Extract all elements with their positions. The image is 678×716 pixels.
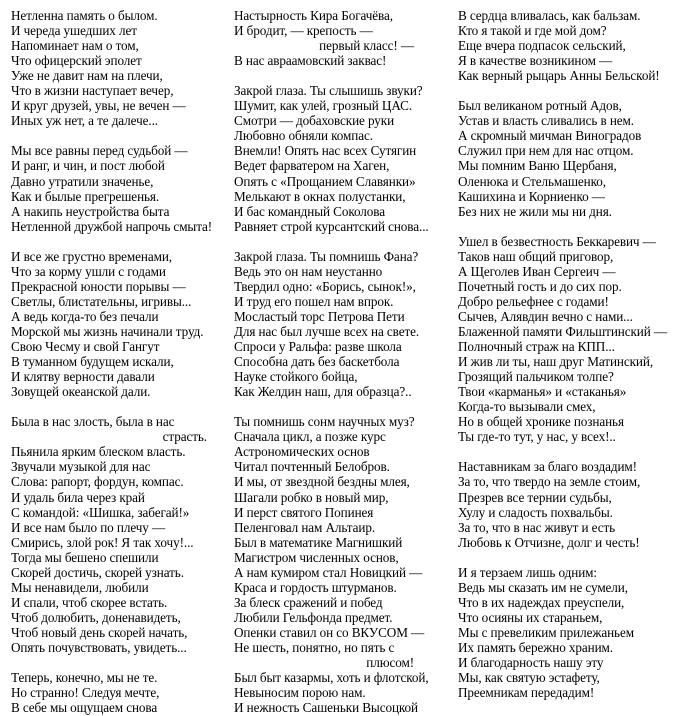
stanza-gap [458, 550, 672, 565]
stanza-gap [234, 234, 430, 249]
stanza-gap [234, 68, 430, 83]
poem-line: Что в их надеждах преуспели, [458, 594, 625, 610]
poem-line: Прекрасной юности порывы — [11, 278, 186, 294]
poem-line: И труд его пошел нам впрок. [234, 293, 394, 309]
stanza-gap [458, 83, 672, 98]
poem-line: Мелькают в окнах полустанки, [234, 188, 406, 204]
poem-line: Скорей достичь, скорей узнать. [11, 564, 184, 580]
poem-line: первый класс! — [319, 38, 414, 54]
poem-line: Блаженной памяти Фильштинский — [458, 323, 667, 339]
poem-line: Мы все равны перед судьбой — [11, 143, 188, 159]
poem-line: Давно утратили значенье, [11, 173, 154, 189]
poem-line: Астрономических основ [234, 444, 370, 460]
poem-line: Ушел в безвестность Беккаревич — [458, 233, 656, 249]
poem-line: Равняет строй курсантский снова... [234, 218, 429, 234]
poem-line: Как и былые прегрешенья. [11, 188, 160, 204]
poem-line: Опенки ставил он со ВКУСОМ — [234, 624, 425, 640]
poem-line: Уже не давит нам на плечи, [11, 68, 163, 84]
poem-line: В туманном будущем искали, [11, 354, 174, 370]
poem-line: Презрев все тернии судьбы, [458, 489, 612, 505]
stanza-gap [234, 399, 430, 414]
poem-line: Свою Чесму и свой Гангут [11, 339, 160, 355]
poem-line: Был великаном ротный Адов, [458, 98, 622, 114]
poem-line: И бас командный Соколова [234, 203, 385, 219]
poem-line: Был быт казармы, хоть и флотской, [234, 670, 429, 686]
poem-line: Был в математике Магнишкий [234, 534, 403, 550]
poem-line: Читал почтенный Белобров. [234, 459, 390, 475]
poem-line: Любовно обняли компас. [234, 128, 373, 144]
poem-line: Грозящий пальчиком толпе? [458, 369, 614, 385]
poem-line: Шагали робко в новый мир, [234, 489, 389, 505]
poem-line: Тогда мы бешено спешили [11, 549, 159, 565]
poem-line: Морской мы жизнь начинали труд. [11, 323, 204, 339]
poem-line: Настырность Кира Богачёва, [234, 8, 393, 23]
poem-line: Зовущей океанской дали. [11, 384, 151, 400]
poem-line: И круг друзей, увы, не вечен — [11, 98, 186, 114]
poem-line: Чтоб новый день скорей начать, [11, 624, 188, 640]
stanza-gap [458, 219, 672, 234]
poem-line: Спроси у Ральфа: разве школа [234, 339, 402, 355]
poem-line: Преемникам передадим! [458, 685, 595, 701]
poem-line: Опять с «Прощанием Славянки» [234, 173, 416, 189]
poem-line: И ранг, и чин, и пост любой [11, 158, 165, 174]
poem-line: Полночный страж на КПП... [458, 339, 615, 355]
poem-line: Пеленговал нам Альтаир. [234, 519, 376, 535]
poem-line: Магистром численных основ, [234, 549, 399, 565]
poem-column-1 [11, 8, 223, 715]
poem-line: Ведет фарватером на Хаген, [234, 158, 390, 174]
poem-line: Науке стойкого бойца, [234, 369, 358, 385]
poem-line: За блеск сражений и побед [234, 594, 383, 610]
poem-line: Слова: рапорт, фордун, компас. [11, 474, 184, 490]
poem-line: Но странно! Следуя мечте, [11, 685, 160, 701]
poem-line: И все нам было по плечу — [11, 519, 166, 535]
poem-line: Закрой глаза. Ты помнишь Фана? [234, 248, 419, 264]
poem-line: Их память бережно храним. [458, 639, 614, 655]
poem-line: Ведь это он нам неустанно [234, 263, 383, 279]
poem-line: За то, что твердо на земле стоим, [458, 474, 641, 490]
poem-column-3 [458, 8, 672, 700]
poem-column-2 [234, 8, 430, 715]
poem-line: А нам кумиром стал Новицкий — [234, 564, 423, 580]
poem-line: И благодарность нашу эту [458, 655, 604, 671]
poem-line: Что офицерский эполет [11, 53, 142, 69]
poem-line: Кашихина и Корниенко — [458, 188, 605, 204]
poem-line: И перст святого Попинея [234, 504, 374, 520]
poem-line: Мосластый торс Петрова Пети [234, 308, 405, 324]
poem-line: И череда ушедших лет [11, 23, 137, 39]
stanza-gap [11, 234, 223, 249]
poem-line: Внемли! Опять нас всех Сутягин [234, 143, 417, 159]
poem-line: Звучали музыкой для нас [11, 459, 151, 475]
poem-line: Ты помнишь сонм научных муз? [234, 414, 415, 430]
poem-line: А ведь когда-то без печали [11, 308, 159, 324]
poem-line: Чтоб долюбить, доненавидеть, [11, 609, 181, 625]
poem-line: Что осияны их стараньем, [458, 609, 603, 625]
poem-line: Почетный гость и до сих пор. [458, 278, 622, 294]
poem-line: Нетленна память о былом. [11, 8, 158, 23]
poem-line: Но в общей хронике познанья [458, 414, 624, 430]
poem-line: Закрой глаза. Ты слышишь звуки? [234, 83, 423, 99]
poem-line: Мы ненавидели, любили [11, 579, 149, 595]
poem-line: Наставникам за благо воздадим! [458, 459, 637, 475]
poem-line: Как верный рыцарь Анны Бельской! [458, 68, 660, 84]
poem-line: Служил при нем для нас отцом. [458, 143, 634, 159]
poem-line: Оленюка и Стельмашенко, [458, 173, 606, 189]
poem-line: И клятву верности давали [11, 369, 155, 385]
stanza-gap [11, 655, 223, 670]
poem-line: И жив ли ты, наш друг Матинский, [458, 354, 654, 370]
poem-line: Сначала цикл, а позже курс [234, 429, 386, 445]
poem-line: Шумит, как улей, грозный ЦАС. [234, 98, 413, 114]
poem-line: И все же грустно временами, [11, 248, 172, 264]
poem-line: Еще вчера подпасок сельский, [458, 38, 626, 54]
poem-line: Смотри — добаховские руки [234, 113, 395, 129]
poem-line: Смирись, злой рок! Я так хочу!... [11, 534, 194, 550]
stanza-gap [458, 444, 672, 459]
poem-line: Для нас был лучше всех на свете. [234, 323, 420, 339]
poem-line: Напоминает нам о том, [11, 38, 139, 54]
poem-line: Что за корму ушли с годами [11, 263, 166, 279]
poem-line: А скромный мичман Виноградов [458, 128, 642, 144]
poem-line: Когда-то вызывали смех, [458, 399, 596, 415]
poem-line: Сычев, Алявдин вечно с нами... [458, 308, 633, 324]
poem-line: Таков наш общий приговор, [458, 248, 614, 264]
poem-line: И бродит, — крепость — [234, 23, 373, 39]
poem-line: А накипь неустройства быта [11, 203, 170, 219]
poem-line: Любовь к Отчизне, долг и честь! [458, 534, 640, 550]
poem-line: Пьянила ярким блеском власть. [11, 444, 186, 460]
poem-line: Нетленной дружбой напрочь смыта! [11, 218, 213, 234]
poem-line: А Щеголев Иван Сергеич — [458, 263, 616, 279]
poem-line: Не шесть, понятно, но пять с [234, 639, 395, 655]
poem-line: страсть. [162, 429, 207, 445]
poem-line: Ты где-то тут, у нас, у всех!.. [458, 429, 616, 445]
poem-line: В сердца вливалась, как бальзам. [458, 8, 641, 23]
poem-line: Как Желдин наш, для образца?.. [234, 384, 412, 400]
poem-line: Краса и гордость штурманов. [234, 579, 397, 595]
poem-line: Способна дать без баскетбола [234, 354, 400, 370]
poem-line: Мы, как святую эстафету, [458, 670, 600, 686]
poem-line: Иных уж нет, а те далече... [11, 113, 158, 129]
poem-line: Без них не жили мы ни дня. [458, 203, 612, 219]
poem-line: И я терзаем лишь одним: [458, 564, 597, 580]
poem-line: Опять почувствовать, увидеть... [11, 639, 187, 655]
poem-line: Добро рельефнее с годами! [458, 293, 609, 309]
poem-line: За то, что в нас живут и есть [458, 519, 616, 535]
poem-line: Мы помним Ваню Щербаня, [458, 158, 617, 174]
poem-line: Твердил одно: «Борись, сынок!», [234, 278, 416, 294]
poem-line: И спали, чтоб скорее встать. [11, 594, 168, 610]
poem-line: С командой: «Шишка, забегай!» [11, 504, 190, 520]
poem-line: плюсом! [366, 655, 414, 671]
poem-line: Устав и власть сливались в нем. [458, 113, 634, 129]
poem-line: Мы с превеликим прилежаньем [458, 624, 634, 640]
poem-line: Невыносим порою нам. [234, 685, 366, 701]
poem-line: Ведь мы сказать им не сумели, [458, 579, 628, 595]
poem-line: Была в нас злость, была в нас [11, 414, 175, 430]
poem-line: Любили Гельфонда предмет. [234, 609, 393, 625]
poem-line: Теперь, конечно, мы не те. [11, 670, 158, 686]
poem-line: Кто я такой и где мой дом? [458, 23, 607, 39]
stanza-gap [11, 128, 223, 143]
stanza-gap [11, 399, 223, 414]
poem-line: Я в качестве возникином — [458, 53, 613, 69]
poem-line: И нежность Сашеньки Высоцкой [234, 700, 418, 716]
poem-line: Хулу и сладость похвальбы. [458, 504, 613, 520]
poem-line: Светлы, блистательны, игривы... [11, 293, 192, 309]
poem-line: В себе мы ощущаем снова [11, 700, 158, 716]
poem-line: Что в жизни наступает вечер, [11, 83, 174, 99]
poem-line: В нас авраамовский заквас! [234, 53, 387, 69]
poem-line: И удаль била через край [11, 489, 145, 505]
poem-line: И мы, от звездной бездны млея, [234, 474, 410, 490]
poem-line: Твои «карманья» и «стаканья» [458, 384, 627, 400]
